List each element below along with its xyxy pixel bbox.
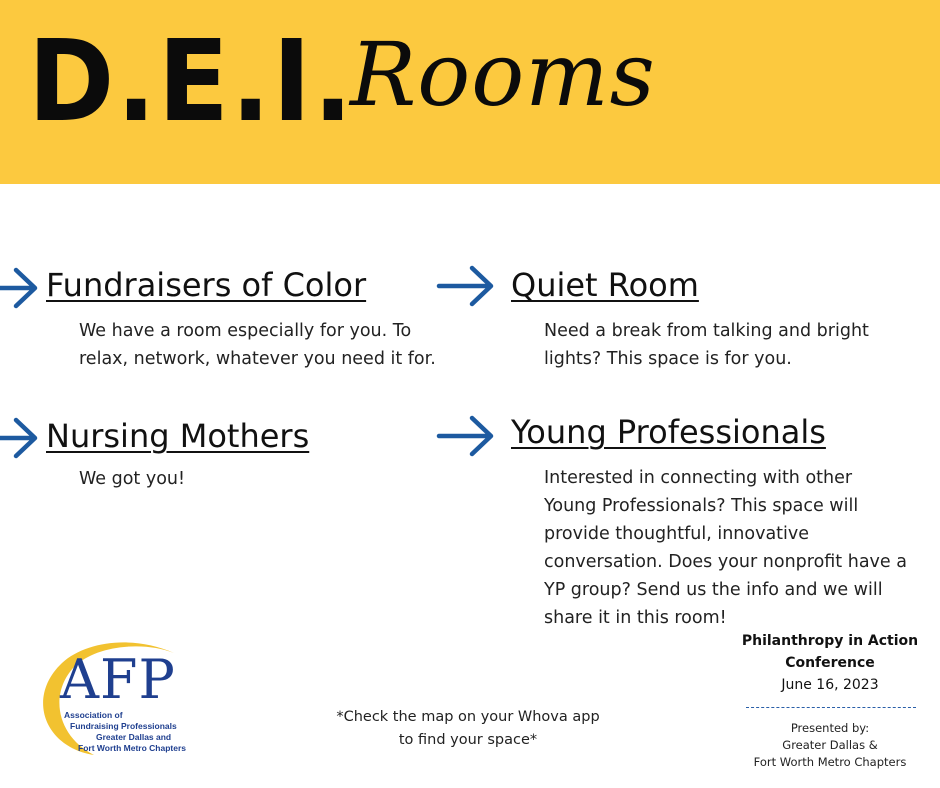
title-rooms: Rooms [350,23,656,126]
logo-line: Greater Dallas and [96,732,172,742]
room-heading-fundraisers-of-color: Fundraisers of Color [46,266,367,304]
description-line: Need a break from talking and bright [544,321,869,341]
title-dei: D.E.I. [28,15,355,147]
conference-name-line: Conference [785,655,875,671]
presenter-line: Fort Worth Metro Chapters [753,755,907,769]
arrow-right-icon [0,416,40,460]
footer-note-line: *Check the map on your Whova app [336,709,600,725]
arrow-right-icon [436,414,496,458]
arrow-right-icon [436,264,496,308]
presented-by-label: Presented by: [790,721,870,735]
logo-line: Fort Worth Metro Chapters [78,743,186,753]
logo-wordmark: AFP [60,648,176,711]
presenter-line: Greater Dallas & [782,738,878,752]
conference-name-line: Philanthropy in Action [741,633,919,649]
description-line: lights? This space is for you. [544,349,792,369]
footer-note [318,706,618,752]
room-description-fundraisers-of-color [79,317,436,373]
conference-info [740,630,920,696]
room-description-quiet-room [544,317,869,373]
room-heading-quiet-room: Quiet Room [511,266,699,304]
logo-line: Fundraising Professionals [70,721,177,731]
title-banner [0,0,940,184]
room-description-young-professionals [544,464,907,632]
room-description-nursing-mothers [79,465,185,493]
description-line: Young Professionals? This space will [544,496,859,516]
description-line: We got you! [79,469,186,489]
description-line: YP group? Send us the info and we will [544,580,883,600]
description-line: conversation. Does your nonprofit have a [544,552,907,572]
afp-logo [34,637,214,757]
description-line: provide thoughtful, innovative [544,524,810,544]
logo-line: Association of [64,710,123,720]
presented-by [740,720,920,771]
room-heading-young-professionals: Young Professionals [511,413,826,451]
conference-date: June 16, 2023 [781,677,879,693]
description-line: We have a room especially for you. To [79,321,412,341]
arrow-right-icon [0,266,40,310]
description-line: Interested in connecting with other [544,468,853,488]
footer-note-line: to find your space* [398,732,538,748]
description-line: share it in this room! [544,608,727,628]
room-heading-nursing-mothers: Nursing Mothers [46,417,310,455]
description-line: relax, network, whatever you need it for. [79,349,436,369]
dashed-divider [746,707,916,708]
